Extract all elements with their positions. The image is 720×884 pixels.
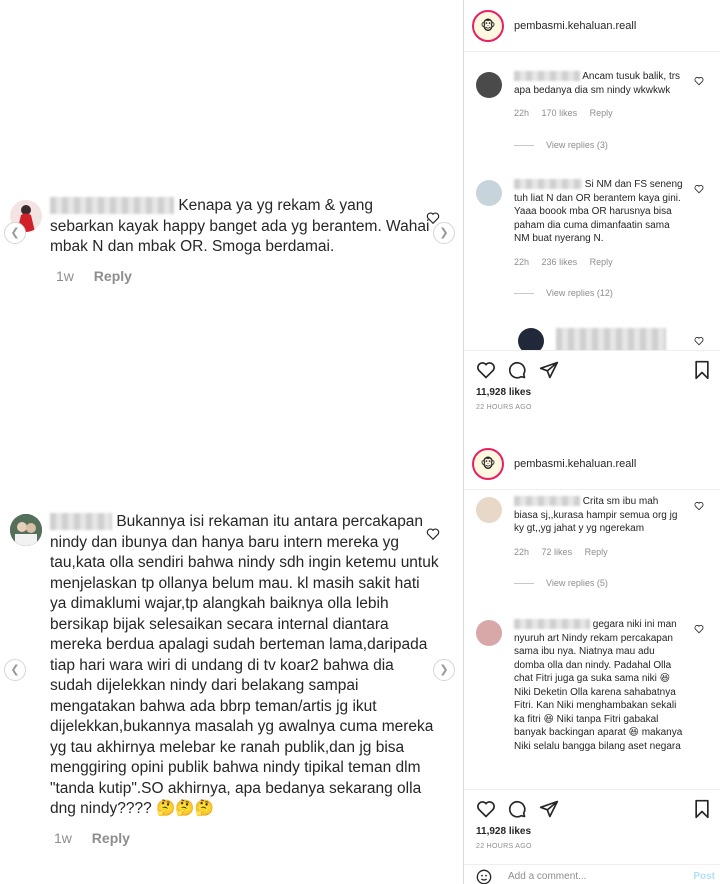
heart-icon[interactable] xyxy=(426,527,440,541)
comment-time: 1w xyxy=(56,267,74,284)
comment-time: 22h xyxy=(514,546,530,557)
emoji-icon: 🤔🤔🤔 xyxy=(156,800,214,817)
heart-icon[interactable] xyxy=(694,501,704,511)
comment-time: 22h xyxy=(514,256,530,267)
heart-icon[interactable] xyxy=(694,336,704,346)
comment-text: gegara niki ini man nyuruh art Nindy rekam percakapan sama ibu nya. Niatnya mau adu domba olla dan nindy. Padahal Olla chat Fitri juga ga suka sama niki 😆 Niki Deketin Olla karena sahabatnya Fitri. Kan Niki menghambakan sekali ka fitri 😆 Niki tanpa Fitri gabakal banyak backingan aparat 😆 makanya Niki selalu bangga bilang aset negara xyxy=(514,619,683,752)
comment-item xyxy=(10,196,430,284)
post-button[interactable]: Post xyxy=(693,871,715,882)
comment-text: Crita sm ibu mah biasa sj,,kurasa hampir semua org jg ky gt,,yg jahat y yg ngerekam xyxy=(514,496,678,534)
heart-icon[interactable] xyxy=(694,76,704,86)
post-actions xyxy=(464,789,720,850)
view-replies-button[interactable]: View replies (12) xyxy=(514,287,716,301)
bookmark-icon[interactable] xyxy=(693,360,711,380)
post-likes[interactable]: 11,928 likes xyxy=(476,826,532,837)
reply-button[interactable]: Reply xyxy=(584,546,608,557)
bookmark-icon[interactable] xyxy=(693,799,711,819)
add-comment-bar xyxy=(464,864,720,884)
chevron-right-icon[interactable]: ❯ xyxy=(433,222,455,244)
blurred-username xyxy=(556,328,666,350)
avatar[interactable] xyxy=(476,180,502,206)
avatar[interactable] xyxy=(476,620,502,646)
post-1 xyxy=(464,0,720,430)
comment-item xyxy=(476,70,716,152)
add-comment-input[interactable]: Add a comment... xyxy=(508,871,587,882)
avatar[interactable] xyxy=(476,72,502,98)
blurred-username xyxy=(514,179,582,189)
post-time: 22 HOURS AGO xyxy=(476,843,532,850)
comment-item xyxy=(10,512,440,846)
view-replies-button[interactable]: View replies (3) xyxy=(514,139,716,153)
blurred-username xyxy=(514,71,580,81)
reply-button[interactable]: Reply xyxy=(91,829,130,846)
post-actions xyxy=(464,350,720,411)
share-icon[interactable] xyxy=(539,360,559,380)
comment-time: 1w xyxy=(54,829,72,846)
blurred-username xyxy=(50,513,112,530)
chevron-left-icon[interactable]: ❮ xyxy=(4,222,26,244)
comment-likes[interactable]: 72 likes xyxy=(541,546,573,557)
avatar[interactable] xyxy=(518,328,544,350)
comment-item xyxy=(476,178,716,301)
avatar[interactable] xyxy=(476,497,502,523)
post-likes[interactable]: 11,928 likes xyxy=(476,387,532,398)
post-time: 22 HOURS AGO xyxy=(476,404,532,411)
chevron-left-icon[interactable]: ❮ xyxy=(4,659,26,681)
post-header xyxy=(464,438,720,490)
heart-icon[interactable] xyxy=(694,184,704,194)
comment-text: Bukannya isi rekaman itu antara percakapan nindy dan ibunya dan hanya baru intern mereka yg tau,kata olla sendiri bahwa nindy sdh ingin ketemu untuk menjelaskan tp ollanya belum mau. kl masih sakit hati ya dimaklumi wajar,tp alangkah baiknya olla lebih bersikap bijak selesaikan secara internal diantara mereka berdua apalagi sudah berteman lama,daripada tiap hari wara wiri di undang di tv koar2 bahwa dia sudah dijelekkan nindy dari belakang sampai mengatakan bahwa ada bbrp teman/artis jg ikut dijelekkan,bukannya masalah yg awalnya cuma mereka yg tau akhirnya melebar ke ranah publik,dan jg bisa menggiring opini publik bahwa nindy tipikal teman dlm "tanda kutip".SO akhirnya, apa bedanya sekarang olla dng nindy???? xyxy=(50,513,439,817)
blurred-username xyxy=(514,619,590,629)
comment-time: 22h xyxy=(514,108,530,118)
comment-item xyxy=(476,618,716,753)
instagram-post-panels xyxy=(463,0,720,884)
share-icon[interactable] xyxy=(539,799,559,819)
username[interactable]: pembasmi.kehaluan.reall xyxy=(514,19,637,32)
post-header xyxy=(464,0,720,52)
heart-icon[interactable] xyxy=(476,360,496,380)
comment-likes[interactable]: 236 likes xyxy=(541,256,578,267)
comment-text: Si NM dan FS seneng tuh liat N dan OR berantem kaya gini. Yaaa boook mba OR harusnya bisa paham dia cuma dimanfaatin sama NM buat nyerang N. xyxy=(514,179,683,244)
reply-button[interactable]: Reply xyxy=(589,256,613,267)
comment-icon[interactable] xyxy=(507,799,527,819)
comment-item xyxy=(476,495,716,591)
comment-item xyxy=(476,326,716,350)
heart-icon[interactable] xyxy=(476,799,496,819)
avatar[interactable] xyxy=(10,514,42,546)
heart-icon[interactable] xyxy=(694,624,704,634)
comment-icon[interactable] xyxy=(507,360,527,380)
blurred-username xyxy=(50,197,174,214)
comment-text: Ancam tusuk balik, trs apa bedanya dia sm nindy wkwkwk xyxy=(514,71,681,96)
account-logo[interactable]: 🐵 xyxy=(472,10,504,42)
view-replies-button[interactable]: View replies (5) xyxy=(514,577,716,591)
comment-text: Kenapa ya yg rekam & yang sebarkan kayak happy banget ada yg berantem. Wahai mbak N dan mbak OR. Smoga berdamai. xyxy=(50,197,430,255)
reply-button[interactable]: Reply xyxy=(93,267,132,284)
blurred-username xyxy=(514,496,580,506)
reply-button[interactable]: Reply xyxy=(589,108,613,118)
account-logo[interactable]: 🐵 xyxy=(472,448,504,480)
username[interactable]: pembasmi.kehaluan.reall xyxy=(514,457,637,470)
emoji-icon[interactable] xyxy=(476,869,492,884)
post-2 xyxy=(464,438,720,884)
comment-likes[interactable]: 170 likes xyxy=(541,108,578,118)
chevron-right-icon[interactable]: ❯ xyxy=(433,659,455,681)
